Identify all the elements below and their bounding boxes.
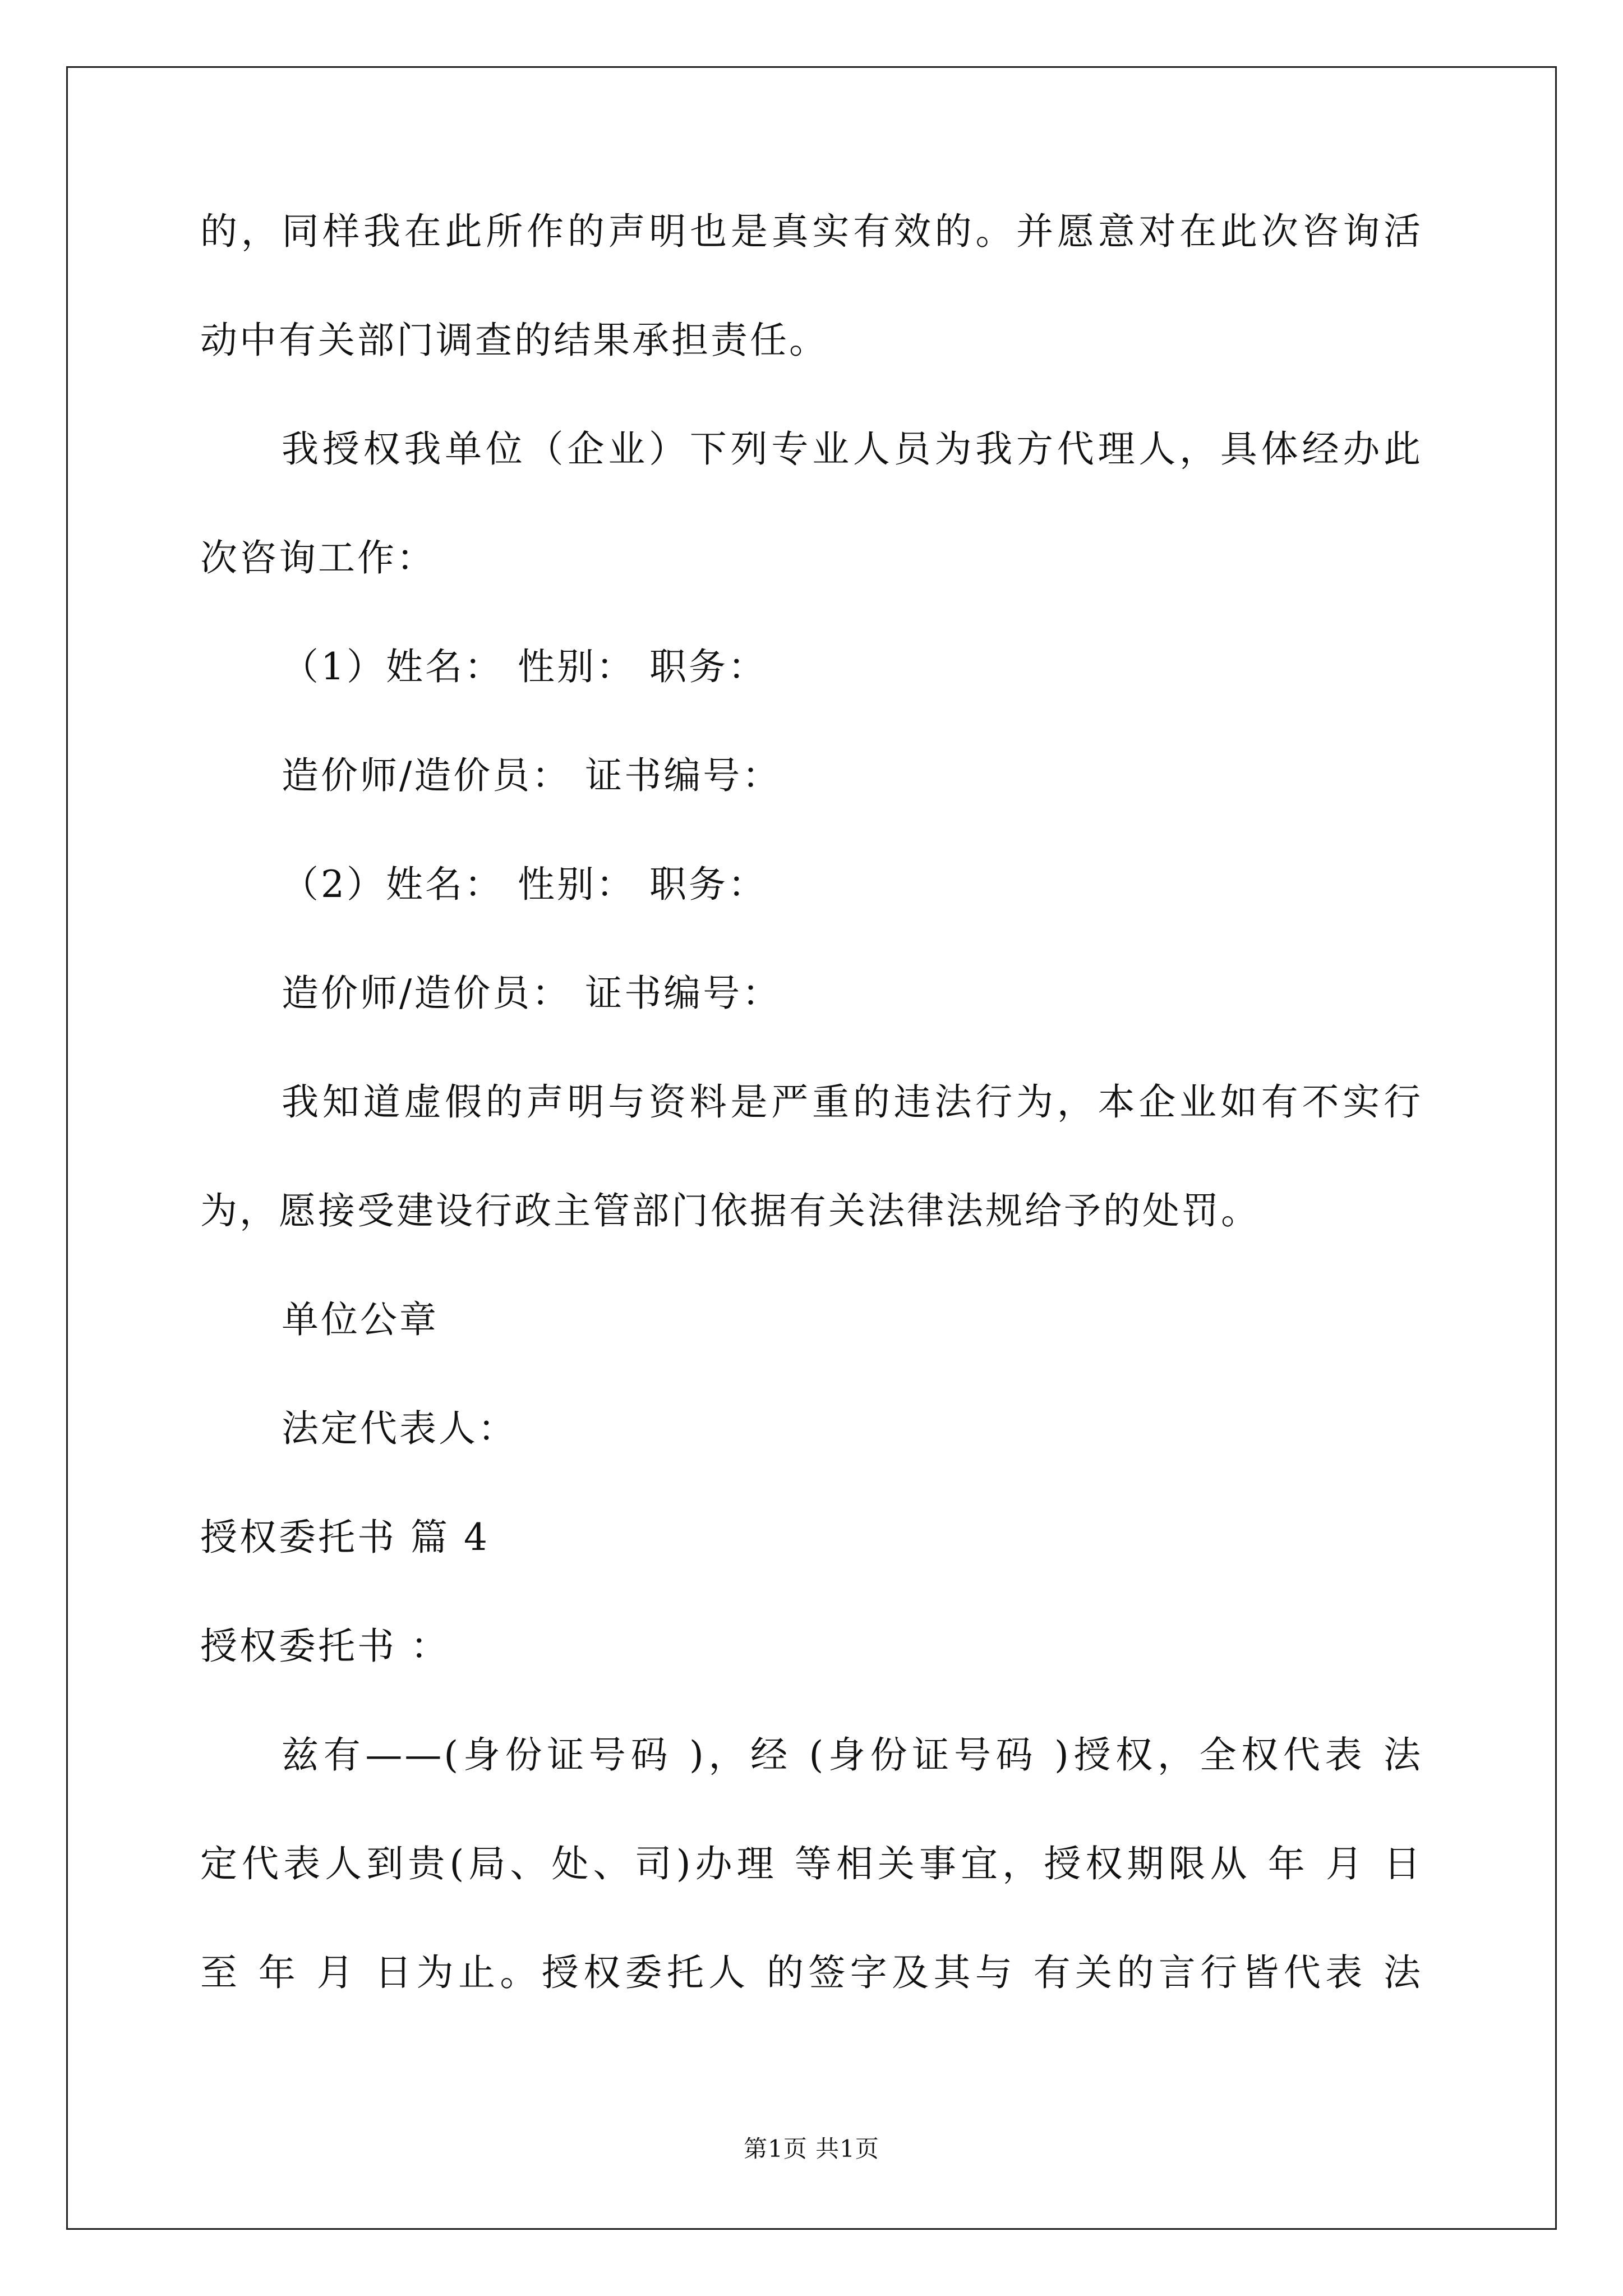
paragraph-line: 为，愿接受建设行政主管部门依据有关法律法规给予的处罚。 bbox=[200, 1189, 1260, 1232]
paragraph-line: （1）姓名： 性别： 职务： bbox=[282, 645, 767, 688]
paragraph-line: 的，同样我在此所作的声明也是真实有效的。并愿意对在此次咨询活 bbox=[200, 210, 1423, 253]
paragraph-line: 我知道虚假的声明与资料是严重的违法行为，本企业如有不实行 bbox=[282, 1080, 1423, 1124]
paragraph-line: （2）姓名： 性别： 职务： bbox=[282, 863, 767, 906]
section-heading: 授权委托书 篇 4 bbox=[200, 1516, 490, 1559]
paragraph-line: 动中有关部门调查的结果承担责任。 bbox=[200, 319, 828, 362]
paragraph-line: 次咨询工作： bbox=[200, 536, 436, 579]
paragraph-line: 至 年 月 日为止。授权委托人 的签字及其与 有关的言行皆代表 法 bbox=[200, 1951, 1423, 1994]
paragraph-line: 单位公章 bbox=[282, 1298, 439, 1341]
page-footer: 第1页 共1页 bbox=[744, 2135, 879, 2162]
paragraph-line: 我授权我单位（企业）下列专业人员为我方代理人，具体经办此 bbox=[282, 427, 1423, 471]
paragraph-line: 兹有——(身份证号码 )，经 (身份证号码 )授权，全权代表 法 bbox=[282, 1733, 1423, 1777]
paragraph-line: 法定代表人： bbox=[282, 1407, 517, 1450]
paragraph-line: 定代表人到贵(局、处、司)办理 等相关事宜，授权期限从 年 月 日 bbox=[200, 1842, 1423, 1885]
paragraph-line: 造价师/造价员： 证书编号： bbox=[282, 972, 782, 1015]
paragraph-line: 造价师/造价员： 证书编号： bbox=[282, 754, 782, 797]
document-body bbox=[200, 210, 1423, 2063]
section-title: 授权委托书 ： bbox=[200, 1625, 450, 1668]
